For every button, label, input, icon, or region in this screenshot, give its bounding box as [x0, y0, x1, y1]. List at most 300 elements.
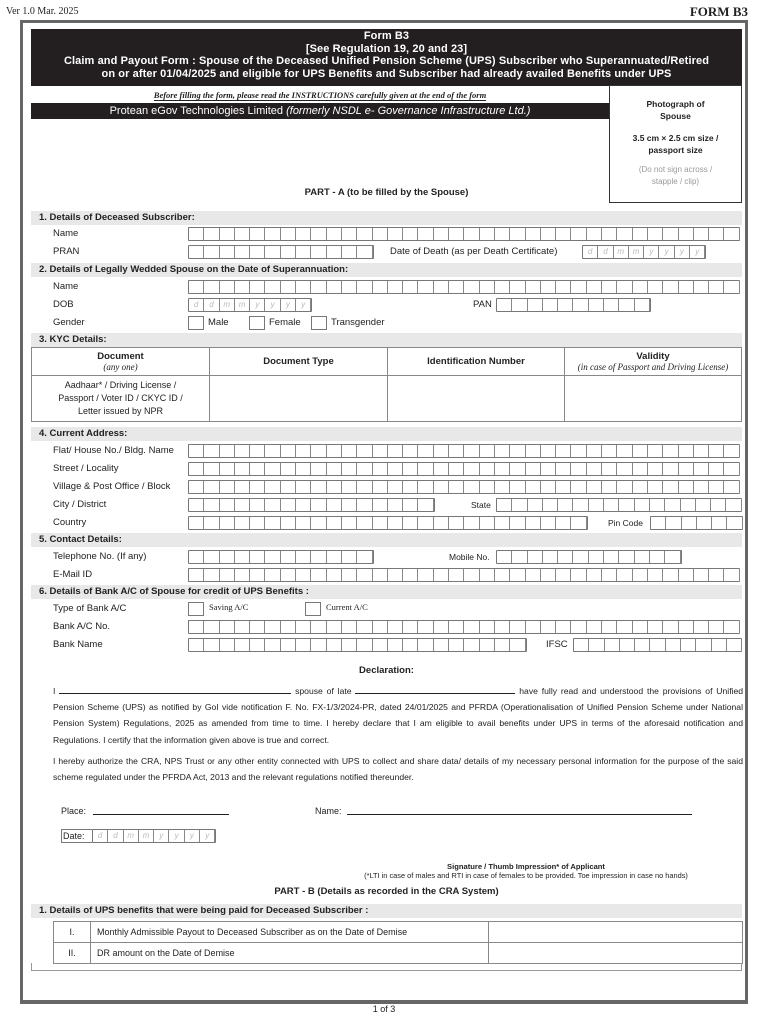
char-box[interactable] [495, 445, 510, 457]
char-box[interactable] [204, 551, 219, 563]
current-ac-checkbox[interactable] [305, 602, 321, 616]
date-char-box[interactable]: y [185, 830, 200, 842]
char-box[interactable] [604, 499, 619, 511]
char-box[interactable] [265, 463, 280, 475]
char-box[interactable] [250, 281, 265, 293]
char-box[interactable] [589, 551, 604, 563]
char-box[interactable] [694, 621, 709, 633]
char-box[interactable] [648, 481, 663, 493]
char-box[interactable] [604, 299, 619, 311]
char-box[interactable] [265, 281, 280, 293]
char-box[interactable] [434, 517, 449, 529]
char-box[interactable] [373, 445, 388, 457]
char-box[interactable] [235, 463, 250, 475]
char-box[interactable] [403, 499, 418, 511]
char-box[interactable] [605, 639, 620, 651]
char-box[interactable] [434, 463, 449, 475]
gender-transgender-checkbox[interactable] [311, 316, 327, 330]
char-box[interactable] [265, 246, 280, 258]
place-input[interactable] [93, 805, 229, 815]
char-box[interactable] [464, 445, 479, 457]
char-box[interactable] [220, 551, 235, 563]
char-box[interactable] [526, 517, 541, 529]
char-box[interactable] [633, 463, 648, 475]
char-box[interactable] [697, 517, 712, 529]
char-box[interactable] [571, 569, 586, 581]
char-box[interactable] [464, 517, 479, 529]
char-box[interactable] [189, 445, 204, 457]
char-box[interactable] [480, 517, 495, 529]
char-box[interactable] [388, 445, 403, 457]
date-char-box[interactable]: m [235, 299, 250, 311]
char-box[interactable] [727, 517, 742, 529]
char-box[interactable] [327, 228, 342, 240]
char-box[interactable] [694, 481, 709, 493]
char-box[interactable] [327, 281, 342, 293]
char-box[interactable] [342, 569, 357, 581]
char-box[interactable] [220, 621, 235, 633]
char-box[interactable] [727, 639, 742, 651]
char-box[interactable] [204, 517, 219, 529]
mobile-input[interactable] [496, 550, 682, 564]
date-of-death-input[interactable] [582, 245, 706, 259]
char-box[interactable] [495, 228, 510, 240]
char-box[interactable] [712, 639, 727, 651]
char-box[interactable] [204, 463, 219, 475]
date-char-box[interactable]: m [629, 246, 644, 258]
char-box[interactable] [189, 551, 204, 563]
char-box[interactable] [464, 281, 479, 293]
char-box[interactable] [281, 481, 296, 493]
char-box[interactable] [602, 481, 617, 493]
char-box[interactable] [403, 481, 418, 493]
char-box[interactable] [403, 228, 418, 240]
applicant-name-blank[interactable] [59, 684, 291, 694]
char-box[interactable] [635, 551, 650, 563]
pin-code-input[interactable] [650, 516, 743, 530]
char-box[interactable] [556, 517, 571, 529]
char-box[interactable] [235, 228, 250, 240]
char-box[interactable] [526, 569, 541, 581]
char-box[interactable] [510, 481, 525, 493]
char-box[interactable] [342, 246, 357, 258]
char-box[interactable] [342, 517, 357, 529]
char-box[interactable] [587, 569, 602, 581]
city-input[interactable] [188, 498, 435, 512]
char-box[interactable] [497, 499, 512, 511]
char-box[interactable] [648, 445, 663, 457]
char-box[interactable] [558, 499, 573, 511]
char-box[interactable] [220, 246, 235, 258]
char-box[interactable] [495, 517, 510, 529]
char-box[interactable] [296, 499, 311, 511]
char-box[interactable] [510, 445, 525, 457]
char-box[interactable] [666, 517, 681, 529]
char-box[interactable] [663, 621, 678, 633]
char-box[interactable] [220, 639, 235, 651]
char-box[interactable] [712, 517, 727, 529]
char-box[interactable] [449, 621, 464, 633]
gender-male-checkbox[interactable] [188, 316, 204, 330]
char-box[interactable] [512, 299, 527, 311]
char-box[interactable] [619, 299, 634, 311]
char-box[interactable] [235, 246, 250, 258]
char-box[interactable] [388, 621, 403, 633]
char-box[interactable] [694, 445, 709, 457]
char-box[interactable] [265, 569, 280, 581]
date-char-box[interactable]: m [614, 246, 629, 258]
char-box[interactable] [388, 499, 403, 511]
deceased-name-blank[interactable] [355, 684, 515, 694]
char-box[interactable] [327, 481, 342, 493]
char-box[interactable] [418, 463, 433, 475]
char-box[interactable] [665, 551, 680, 563]
char-box[interactable] [357, 621, 372, 633]
char-box[interactable] [434, 228, 449, 240]
char-box[interactable] [510, 281, 525, 293]
char-box[interactable] [602, 621, 617, 633]
char-box[interactable] [495, 621, 510, 633]
char-box[interactable] [620, 639, 635, 651]
char-box[interactable] [250, 499, 265, 511]
char-box[interactable] [510, 639, 525, 651]
char-box[interactable] [617, 621, 632, 633]
char-box[interactable] [724, 228, 739, 240]
char-box[interactable] [556, 569, 571, 581]
char-box[interactable] [510, 621, 525, 633]
gender-female-checkbox[interactable] [249, 316, 265, 330]
char-box[interactable] [709, 281, 724, 293]
char-box[interactable] [635, 299, 650, 311]
char-box[interactable] [403, 621, 418, 633]
char-box[interactable] [556, 621, 571, 633]
char-box[interactable] [342, 551, 357, 563]
char-box[interactable] [388, 281, 403, 293]
char-box[interactable] [281, 246, 296, 258]
char-box[interactable] [480, 463, 495, 475]
char-box[interactable] [528, 299, 543, 311]
char-box[interactable] [541, 621, 556, 633]
signatory-name-input[interactable] [347, 805, 692, 815]
char-box[interactable] [651, 517, 666, 529]
char-box[interactable] [434, 481, 449, 493]
char-box[interactable] [311, 517, 326, 529]
char-box[interactable] [296, 551, 311, 563]
char-box[interactable] [311, 463, 326, 475]
char-box[interactable] [296, 445, 311, 457]
char-box[interactable] [663, 281, 678, 293]
email-input[interactable] [188, 568, 740, 582]
char-box[interactable] [556, 481, 571, 493]
char-box[interactable] [571, 517, 586, 529]
char-box[interactable] [571, 228, 586, 240]
char-box[interactable] [327, 639, 342, 651]
date-char-box[interactable]: y [281, 299, 296, 311]
char-box[interactable] [619, 499, 634, 511]
date-char-box[interactable]: y [675, 246, 690, 258]
char-box[interactable] [587, 228, 602, 240]
char-box[interactable] [617, 228, 632, 240]
char-box[interactable] [250, 551, 265, 563]
char-box[interactable] [528, 551, 543, 563]
char-box[interactable] [357, 639, 372, 651]
char-box[interactable] [571, 621, 586, 633]
char-box[interactable] [250, 621, 265, 633]
char-box[interactable] [512, 551, 527, 563]
char-box[interactable] [296, 463, 311, 475]
char-box[interactable] [311, 621, 326, 633]
row-value[interactable] [489, 922, 743, 943]
char-box[interactable] [543, 299, 558, 311]
char-box[interactable] [587, 445, 602, 457]
char-box[interactable] [373, 481, 388, 493]
char-box[interactable] [388, 517, 403, 529]
char-box[interactable] [526, 463, 541, 475]
char-box[interactable] [296, 246, 311, 258]
char-box[interactable] [311, 639, 326, 651]
char-box[interactable] [589, 639, 604, 651]
char-box[interactable] [373, 463, 388, 475]
char-box[interactable] [650, 499, 665, 511]
char-box[interactable] [265, 499, 280, 511]
photo-box[interactable] [609, 85, 742, 203]
char-box[interactable] [220, 499, 235, 511]
char-box[interactable] [327, 517, 342, 529]
char-box[interactable] [235, 551, 250, 563]
char-box[interactable] [464, 639, 479, 651]
char-box[interactable] [495, 569, 510, 581]
char-box[interactable] [619, 551, 634, 563]
char-box[interactable] [189, 569, 204, 581]
date-char-box[interactable]: y [296, 299, 311, 311]
char-box[interactable] [648, 621, 663, 633]
char-box[interactable] [709, 569, 724, 581]
char-box[interactable] [617, 463, 632, 475]
char-box[interactable] [373, 621, 388, 633]
char-box[interactable] [663, 481, 678, 493]
char-box[interactable] [556, 463, 571, 475]
char-box[interactable] [633, 228, 648, 240]
char-box[interactable] [711, 499, 726, 511]
char-box[interactable] [311, 246, 326, 258]
char-box[interactable] [357, 499, 372, 511]
char-box[interactable] [357, 517, 372, 529]
char-box[interactable] [373, 228, 388, 240]
char-box[interactable] [602, 463, 617, 475]
date-char-box[interactable]: d [108, 830, 123, 842]
char-box[interactable] [296, 621, 311, 633]
char-box[interactable] [311, 281, 326, 293]
char-box[interactable] [556, 228, 571, 240]
char-box[interactable] [342, 463, 357, 475]
date-char-box[interactable]: d [204, 299, 219, 311]
char-box[interactable] [464, 228, 479, 240]
char-box[interactable] [235, 639, 250, 651]
char-box[interactable] [342, 481, 357, 493]
char-box[interactable] [434, 621, 449, 633]
char-box[interactable] [602, 281, 617, 293]
char-box[interactable] [663, 228, 678, 240]
char-box[interactable] [709, 463, 724, 475]
char-box[interactable] [709, 445, 724, 457]
char-box[interactable] [526, 481, 541, 493]
char-box[interactable] [648, 569, 663, 581]
char-box[interactable] [418, 517, 433, 529]
char-box[interactable] [648, 281, 663, 293]
char-box[interactable] [281, 228, 296, 240]
char-box[interactable] [633, 481, 648, 493]
char-box[interactable] [633, 569, 648, 581]
char-box[interactable] [281, 463, 296, 475]
char-box[interactable] [666, 639, 681, 651]
char-box[interactable] [250, 228, 265, 240]
char-box[interactable] [220, 445, 235, 457]
char-box[interactable] [250, 569, 265, 581]
char-box[interactable] [709, 481, 724, 493]
char-box[interactable] [373, 281, 388, 293]
char-box[interactable] [497, 299, 512, 311]
char-box[interactable] [250, 517, 265, 529]
date-char-box[interactable]: m [220, 299, 235, 311]
char-box[interactable] [724, 445, 739, 457]
char-box[interactable] [327, 246, 342, 258]
char-box[interactable] [327, 499, 342, 511]
date-char-box[interactable]: y [644, 246, 659, 258]
char-box[interactable] [235, 445, 250, 457]
char-box[interactable] [189, 499, 204, 511]
date-char-box[interactable]: y [154, 830, 169, 842]
char-box[interactable] [418, 639, 433, 651]
char-box[interactable] [357, 481, 372, 493]
char-box[interactable] [604, 551, 619, 563]
char-box[interactable] [526, 621, 541, 633]
char-box[interactable] [480, 621, 495, 633]
char-box[interactable] [541, 481, 556, 493]
char-box[interactable] [480, 569, 495, 581]
char-box[interactable] [724, 463, 739, 475]
char-box[interactable] [265, 517, 280, 529]
char-box[interactable] [342, 621, 357, 633]
char-box[interactable] [617, 445, 632, 457]
char-box[interactable] [204, 481, 219, 493]
char-box[interactable] [558, 551, 573, 563]
char-box[interactable] [281, 445, 296, 457]
char-box[interactable] [541, 569, 556, 581]
char-box[interactable] [449, 281, 464, 293]
date-char-box[interactable]: d [598, 246, 613, 258]
char-box[interactable] [526, 228, 541, 240]
char-box[interactable] [281, 551, 296, 563]
date-char-box[interactable]: y [250, 299, 265, 311]
date-char-box[interactable]: m [124, 830, 139, 842]
char-box[interactable] [311, 499, 326, 511]
row-value[interactable] [489, 943, 743, 964]
char-box[interactable] [617, 569, 632, 581]
char-box[interactable] [204, 569, 219, 581]
date-char-box[interactable]: y [690, 246, 705, 258]
char-box[interactable] [189, 463, 204, 475]
char-box[interactable] [679, 569, 694, 581]
char-box[interactable] [189, 517, 204, 529]
char-box[interactable] [694, 281, 709, 293]
dob-input[interactable] [188, 298, 312, 312]
char-box[interactable] [480, 228, 495, 240]
char-box[interactable] [281, 499, 296, 511]
state-input[interactable] [496, 498, 742, 512]
char-box[interactable] [602, 228, 617, 240]
char-box[interactable] [296, 481, 311, 493]
char-box[interactable] [265, 228, 280, 240]
char-box[interactable] [589, 499, 604, 511]
char-box[interactable] [418, 445, 433, 457]
char-box[interactable] [342, 499, 357, 511]
char-box[interactable] [204, 281, 219, 293]
char-box[interactable] [480, 445, 495, 457]
char-box[interactable] [296, 569, 311, 581]
char-box[interactable] [357, 463, 372, 475]
char-box[interactable] [682, 517, 697, 529]
char-box[interactable] [541, 281, 556, 293]
char-box[interactable] [679, 463, 694, 475]
char-box[interactable] [558, 299, 573, 311]
char-box[interactable] [403, 463, 418, 475]
char-box[interactable] [342, 228, 357, 240]
char-box[interactable] [281, 569, 296, 581]
char-box[interactable] [204, 621, 219, 633]
char-box[interactable] [543, 499, 558, 511]
char-box[interactable] [342, 281, 357, 293]
char-box[interactable] [220, 517, 235, 529]
char-box[interactable] [665, 499, 680, 511]
char-box[interactable] [250, 246, 265, 258]
char-box[interactable] [571, 445, 586, 457]
char-box[interactable] [357, 281, 372, 293]
char-box[interactable] [281, 281, 296, 293]
char-box[interactable] [403, 639, 418, 651]
char-box[interactable] [526, 281, 541, 293]
char-box[interactable] [357, 551, 372, 563]
char-box[interactable] [220, 569, 235, 581]
char-box[interactable] [449, 481, 464, 493]
char-box[interactable] [574, 639, 589, 651]
char-box[interactable] [204, 639, 219, 651]
char-box[interactable] [189, 228, 204, 240]
char-box[interactable] [587, 621, 602, 633]
char-box[interactable] [281, 621, 296, 633]
char-box[interactable] [571, 281, 586, 293]
char-box[interactable] [495, 281, 510, 293]
char-box[interactable] [696, 499, 711, 511]
char-box[interactable] [724, 481, 739, 493]
char-box[interactable] [480, 481, 495, 493]
char-box[interactable] [589, 299, 604, 311]
char-box[interactable] [281, 517, 296, 529]
char-box[interactable] [327, 463, 342, 475]
spouse-name-input[interactable] [188, 280, 740, 294]
char-box[interactable] [418, 481, 433, 493]
char-box[interactable] [434, 281, 449, 293]
char-box[interactable] [235, 281, 250, 293]
bank-name-input[interactable] [188, 638, 527, 652]
char-box[interactable] [635, 639, 650, 651]
char-box[interactable] [663, 463, 678, 475]
char-box[interactable] [464, 621, 479, 633]
char-box[interactable] [189, 639, 204, 651]
char-box[interactable] [724, 281, 739, 293]
char-box[interactable] [296, 228, 311, 240]
char-box[interactable] [663, 445, 678, 457]
char-box[interactable] [541, 517, 556, 529]
